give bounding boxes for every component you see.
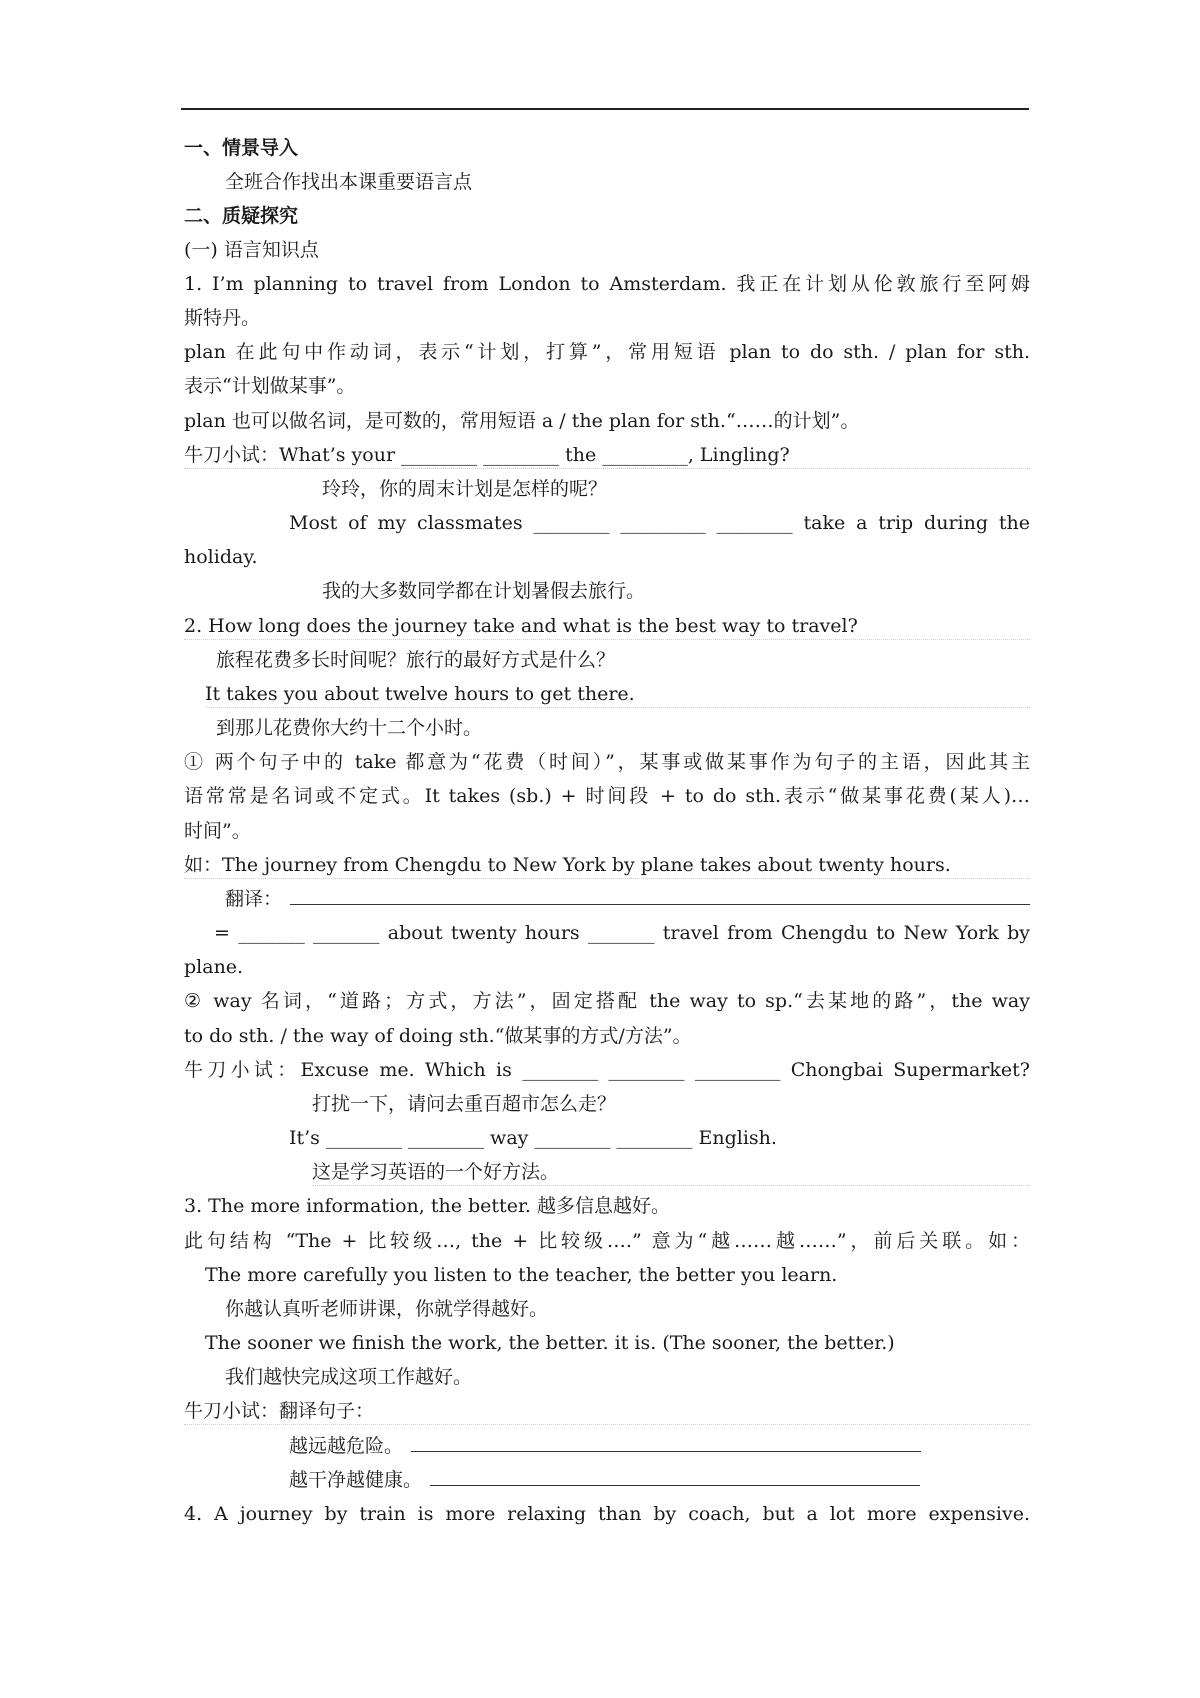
line-text: It’s ________ ________ way ________ ________ English. (289, 1127, 777, 1149)
text-line (216, 647, 1030, 673)
line-text: 牛刀小试：翻译句子： (184, 1400, 375, 1422)
text-line (184, 818, 1030, 844)
line-text: 语常常是名词或不定式。It takes (sb.) + 时间段 + to do sth.表示“做某事花费(某人)… (184, 785, 1030, 807)
text-line (322, 476, 1030, 502)
text-line (184, 613, 1030, 640)
text-line (184, 749, 1030, 775)
line-text: 玲玲，你的周末计划是怎样的呢？ (322, 478, 608, 500)
text-line (184, 1228, 1030, 1254)
text-line (216, 715, 1030, 741)
text-line (184, 544, 1030, 570)
text-line (184, 237, 1030, 263)
text-line (184, 135, 1030, 161)
text-line (225, 169, 1030, 195)
text-line (184, 783, 1030, 809)
line-text: 我的大多数同学都在计划暑假去旅行。 (322, 580, 646, 602)
line-text: Most of my classmates ________ _________ ________ take a trip during the (289, 512, 1030, 534)
text-line (205, 681, 1030, 708)
text-line (184, 1398, 1030, 1425)
text-line (184, 988, 1030, 1014)
header-rule (181, 108, 1029, 110)
text-line (184, 852, 1030, 879)
line-text: 翻译： (225, 888, 283, 910)
line-text: holiday. (184, 546, 258, 568)
line-text: 你越认真听老师讲课，你就学得越好。 (225, 1298, 549, 1320)
line-text: plane. (184, 956, 244, 978)
line-text: 旅程花费多长时间呢？旅行的最好方式是什么？ (216, 649, 616, 671)
line-text: plan 也可以做名词，是可数的，常用短语 a / the plan for sth.“……的计划”。 (184, 410, 860, 432)
line-text: It takes you about twelve hours to get there. (205, 683, 635, 705)
text-line (322, 578, 1030, 604)
line-text: = _______ _______ about twenty hours _______ travel from Chengdu to New York by (214, 922, 1030, 944)
line-text: to do sth. / the way of doing sth.“做某事的方式/方法”。 (184, 1025, 692, 1047)
line-text: 4. A journey by train is more relaxing than by coach, but a lot more expensive. (184, 1503, 1030, 1525)
text-line (184, 339, 1030, 365)
line-text: ① 两个句子中的 take 都意为“花费（时间）”，某事或做某事作为句子的主语，因此其主 (184, 751, 1030, 773)
answer-blank[interactable] (290, 886, 1030, 905)
text-line (214, 920, 1030, 946)
line-text: 我们越快完成这项工作越好。 (225, 1366, 473, 1388)
text-line (205, 1330, 1030, 1356)
text-line (184, 203, 1030, 229)
text-line (225, 886, 1030, 912)
text-line (184, 1193, 1030, 1219)
line-text: 打扰一下，请问去重百超市怎么走？ (312, 1093, 617, 1115)
line-text: 二、质疑探究 (184, 205, 299, 227)
text-line (184, 305, 1030, 331)
text-line (184, 442, 1030, 469)
line-text: 越远越危险。 (289, 1435, 404, 1457)
line-text: 斯特丹。 (184, 307, 261, 329)
line-text: (一) 语言知识点 (184, 239, 319, 261)
text-line (184, 408, 1030, 434)
text-line (184, 1057, 1030, 1083)
text-line (184, 271, 1030, 297)
text-line (225, 1364, 1030, 1390)
line-text: 牛刀小试：Excuse me. Which is ________ ________ _________ Chongbai Supermarket? (184, 1059, 1030, 1081)
text-line (184, 1501, 1030, 1527)
text-line (289, 510, 1030, 536)
line-text: 牛刀小试：What’s your ________ ________ the _________, Lingling? (184, 444, 790, 466)
line-text: 时间”。 (184, 820, 251, 842)
line-text: 此句结构 “The + 比较级…, the + 比较级….” 意为“越……越……”，前后关联。如： (184, 1230, 1030, 1252)
line-text: plan 在此句中作动词，表示“计划，打算”，常用短语 plan to do sth. / plan for sth. (184, 341, 1030, 363)
text-line (184, 1023, 1030, 1049)
text-line (184, 373, 1030, 399)
answer-blank[interactable] (411, 1433, 921, 1452)
line-text: 如：The journey from Chengdu to New York by plane takes about twenty hours. (184, 854, 951, 876)
line-text: 越干净越健康。 (289, 1469, 423, 1491)
text-line (225, 1296, 1030, 1322)
text-line (312, 1091, 1030, 1117)
text-line (312, 1159, 1030, 1186)
text-line (205, 1262, 1030, 1288)
line-text: 表示“计划做某事”。 (184, 375, 356, 397)
line-text: ② way 名词，“道路；方式，方法”，固定搭配 the way to sp.“去某地的路”，the way (184, 990, 1030, 1012)
text-line (184, 954, 1030, 980)
line-text: 2. How long does the journey take and what is the best way to travel? (184, 615, 858, 637)
line-text: 3. The more information, the better. 越多信息越好。 (184, 1195, 671, 1217)
text-line (289, 1467, 1030, 1493)
line-text: 这是学习英语的一个好方法。 (312, 1161, 560, 1183)
text-line (289, 1125, 1030, 1151)
line-text: The sooner we finish the work, the better. it is. (The sooner, the better.) (205, 1332, 895, 1354)
line-text: 到那儿花费你大约十二个小时。 (216, 717, 483, 739)
line-text: The more carefully you listen to the teacher, the better you learn. (205, 1264, 838, 1286)
line-text: 一、情景导入 (184, 137, 299, 159)
answer-blank[interactable] (430, 1467, 920, 1486)
text-line (289, 1433, 1030, 1459)
line-text: 1. I’m planning to travel from London to Amsterdam. 我正在计划从伦敦旅行至阿姆 (184, 273, 1030, 295)
line-text: 全班合作找出本课重要语言点 (225, 171, 473, 193)
